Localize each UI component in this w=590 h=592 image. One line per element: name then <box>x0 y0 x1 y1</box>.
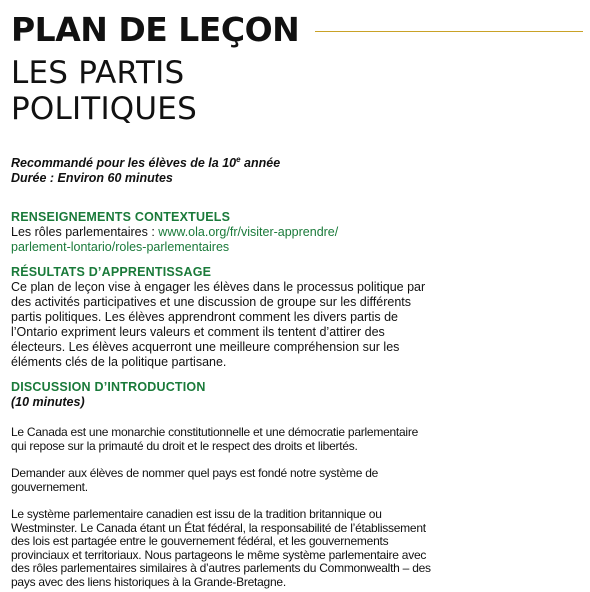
outcomes-line: partis politiques. Les élèves apprendront comment les divers partis de <box>11 310 399 325</box>
title-row <box>11 8 583 52</box>
roles-link[interactable]: www.ola.org/fr/visiter-apprendre/ <box>158 225 339 240</box>
context-label: Les rôles parlementaires : <box>11 225 159 240</box>
outcomes-line: électeurs. Les élèves acquerront une meilleure compréhension sur les <box>11 340 400 355</box>
lesson-duration: Durée : Environ 60 minutes <box>11 171 173 186</box>
page-subtitle <box>11 55 583 127</box>
subtitle-line-2: POLITIQUES <box>11 91 197 127</box>
title-divider <box>315 31 583 32</box>
paragraph-line: Demander aux élèves de nommer quel pays est fondé notre système de <box>11 466 379 481</box>
outcomes-heading: RÉSULTATS D’APPRENTISSAGE <box>11 265 212 280</box>
context-heading: RENSEIGNEMENTS CONTEXTUELS <box>11 210 231 225</box>
recommended-text: Recommandé pour les élèves de la 10 <box>11 156 237 171</box>
paragraph-line: Westminster. Le Canada étant un État fédéral, la responsabilité de l’établissement <box>11 520 426 535</box>
paragraph-line: provinciaux et territoriaux. Nous partageons le même système parlementaire avec <box>11 547 427 562</box>
recommended-suffix: année <box>240 156 281 171</box>
outcomes-line: éléments clés de la politique partisane. <box>11 355 227 370</box>
roles-link-continued[interactable]: parlement-lontario/roles-parlementaires <box>11 240 230 255</box>
paragraph-line: des lois est partagée entre le gouvernement fédéral, et les gouvernements <box>11 534 389 549</box>
outcomes-line: l’Ontario expriment leurs valeurs et comment ils tentent d’attirer des <box>11 325 385 340</box>
outcomes-line: des activités participatives et une discussion de groupe sur les différents <box>11 295 411 310</box>
outcomes-line: Ce plan de leçon vise à engager les élèves dans le processus politique par <box>11 280 426 295</box>
outcomes-body <box>11 280 583 370</box>
paragraph-line: Le système parlementaire canadien est issu de la tradition britannique ou <box>11 507 382 522</box>
paragraph-line: pays avec des liens historiques à la Grande-Bretagne. <box>11 574 286 589</box>
paragraph-line: Le Canada est une monarchie constitutionnelle et une démocratie parlementaire <box>11 425 419 440</box>
paragraph-line: gouvernement. <box>11 479 88 494</box>
intro-paragraph-1 <box>11 426 583 453</box>
lesson-plan-page <box>11 8 583 589</box>
lesson-meta <box>11 152 583 186</box>
recommended-grade <box>11 152 583 171</box>
page-title: PLAN DE LEÇON <box>11 10 300 49</box>
intro-paragraph-2 <box>11 467 583 494</box>
paragraph-line: des rôles parlementaires similaires à d’autres parlements du Commonwealth – des <box>11 561 431 576</box>
intro-paragraph-3 <box>11 508 583 589</box>
grade-superscript: e <box>236 155 241 164</box>
paragraph-line: qui repose sur la primauté du droit et le respect des droits et libertés. <box>11 438 358 453</box>
intro-duration: (10 minutes) <box>11 395 85 410</box>
intro-heading: DISCUSSION D’INTRODUCTION <box>11 380 206 395</box>
context-body <box>11 225 583 255</box>
subtitle-line-1: LES PARTIS <box>11 55 185 91</box>
